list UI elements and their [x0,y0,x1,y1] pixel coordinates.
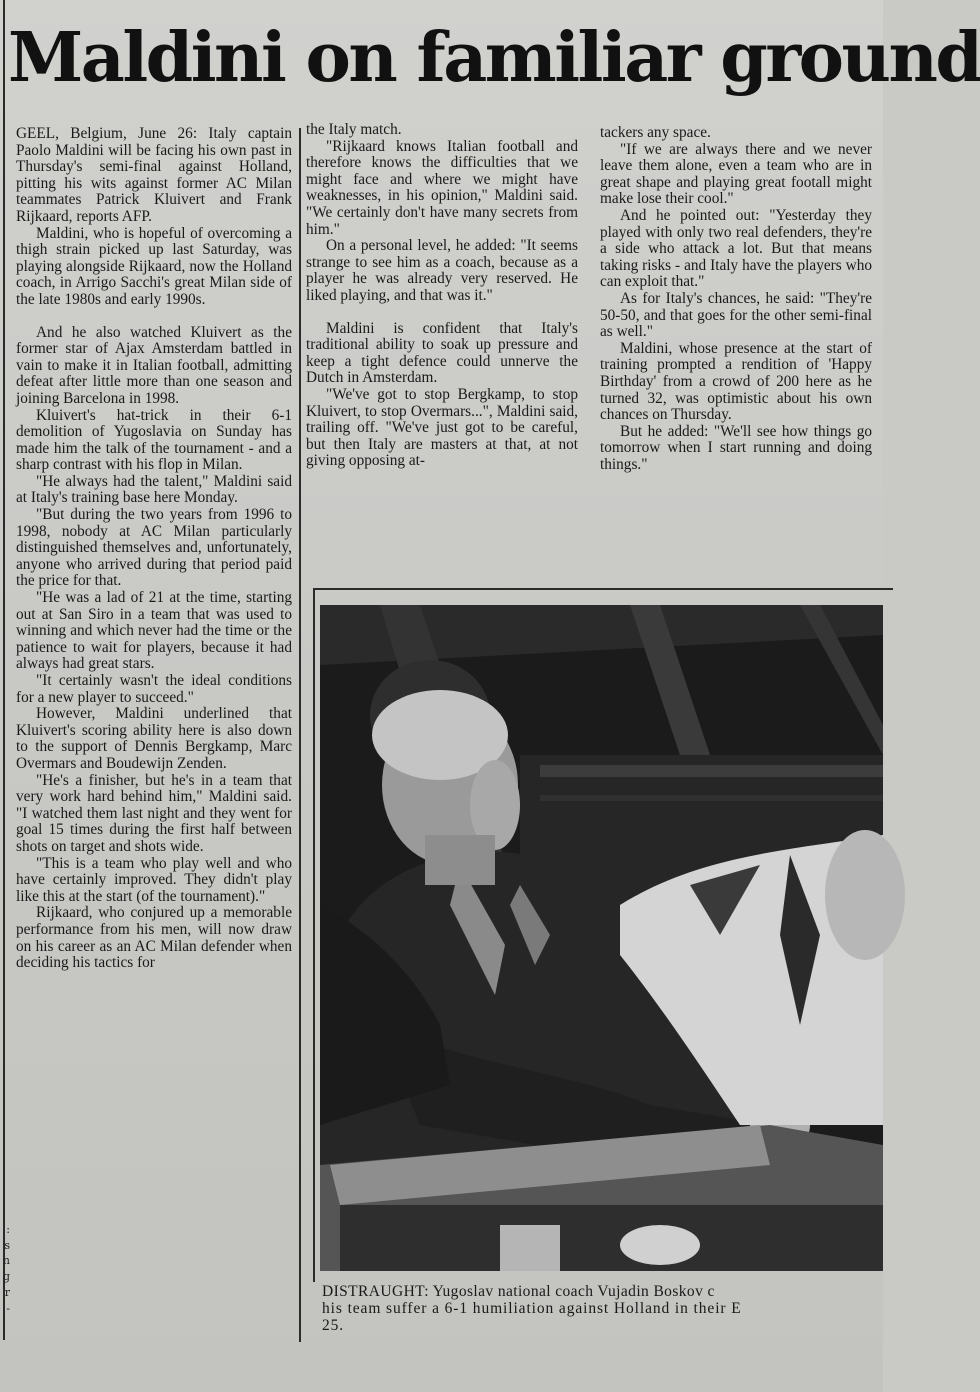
paragraph: "It certainly wasn't the ideal conditions for a new player to succeed." [16,672,292,706]
paragraph: tackers any space. [600,124,711,141]
article-column-1 [16,126,292,972]
paragraph: And he pointed out: "Yesterday they played with only two real defenders, they're a side who attack a lot. But that means taking risks - and Italy have the players who can exploit that." [600,206,872,291]
paragraph: "Rijkaard knows Italian football and therefore knows the difficulties that we might face and where we might have weaknesses, in his opinion," Maldini said. "We certainly don't have many secrets from him." [306,137,578,238]
paragraph: Maldini is confident that Italy's traditional ability to soak up pressure and keep a tight defence could unnerve the Dutch in Amsterdam. [306,319,578,387]
gutter-letter: r [4,1285,10,1299]
paragraph: Maldini, who is hopeful of overcoming a thigh strain picked up last Saturday, was playing alongside Rijkaard, now the Holland coach, in Arrigo Sacchi's great Milan side of the late 1980s and early 1990s. [16,224,292,308]
paragraph: But he added: "We'll see how things go tomorrow when I start running and doing things." [600,422,872,473]
adjacent-column-fragments [0,1222,10,1316]
paragraph: "He was a lad of 21 at the time, starting out at San Siro in a team that was used to winning and which never had the time or the patience to wait for players, because it had always had great stars. [16,589,292,673]
paragraph: the Italy match. [306,121,402,138]
paragraph: "He's a finisher, but he's in a team that very work hard behind him," Maldini said. "I watched them last night and they went for goal 15 times during the first half between shots on target and shots wide. [16,771,292,855]
paragraph: As for Italy's chances, he said: "They're 50-50, and that goes for the other semi-final as well." [600,289,872,341]
article-column-2 [306,122,578,470]
gutter-letter: n [2,1254,10,1268]
paragraph: GEEL, Belgium, June 26: Italy captain Paolo Maldini will be facing his own past in Thursday's semi-final against Holland, pitting his wits against former AC Milan teammates Patrick Kluivert and Frank Rijkaard, reports AFP. [16,125,292,225]
paragraph: On a personal level, he added: "It seems strange to see him as a coach, because as a player he was already very reserved. He liked playing, and that was it." [306,237,578,304]
left-column-rule [3,0,5,1340]
paragraph: "But during the two years from 1996 to 1998, nobody at AC Milan particularly distinguished themselves and, unfortunately, anyone who arrived during that period paid the price for that. [16,506,292,590]
gutter-letter: g [2,1270,10,1284]
caption-line: DISTRAUGHT: Yugoslav national coach Vujadin Boskov c [322,1283,715,1300]
gutter-letter: : [6,1223,10,1236]
paragraph: Rijkaard, who conjured up a memorable performance from his men, will now draw on his career as an AC Milan defender when deciding his tactics for [16,904,292,972]
paragraph: "He always had the talent," Maldini said at Italy's training base here Monday. [16,472,292,507]
paragraph: Kluivert's hat-trick in their 6-1 demolition of Yugoslavia on Sunday has made him the talk of the tournament - and a sharp contrast with his flop in Milan. [16,406,292,474]
column-divider [299,128,301,1342]
photo-caption [322,1283,883,1334]
gutter-letter: s [4,1238,10,1252]
article-headline: Maldini on familiar ground [8,18,980,98]
paragraph: "If we are always there and we never leave them alone, even a team who are in great shape and playing great footall might make lose their cool." [600,140,872,208]
paragraph: However, Maldini underlined that Kluivert's scoring ability here is also down to the support of Dennis Bergkamp, Marc Overmars and Boudewijn Zenden. [16,705,292,772]
news-photo [320,605,883,1271]
paragraph: And he also watched Kluivert as the former star of Ajax Amsterdam battled in vain to make it in Italian football, admitting defeat after little more than one season and joining Barcelona in 1998. [16,323,292,407]
caption-line: 25. [322,1317,345,1334]
paragraph: Maldini, whose presence at the start of training prompted a rendition of 'Happy Birthday' from a crowd of 200 here as he turned 32, was optimistic about his own chances on Thursday. [600,339,872,424]
article-column-3 [600,125,872,473]
gutter-letter: - [6,1301,10,1315]
paragraph: "This is a team who play well and who have certainly improved. They didn't play like this at the start (of the tournament)." [16,854,292,905]
paragraph: "We've got to stop Bergkamp, to stop Kluivert, to stop Overmars...", Maldini said, trailing off. "We've just got to be careful, but then Italy are masters at that, at not giving opposing at- [306,385,578,470]
caption-line: his team suffer a 6-1 humiliation against Holland in their E [322,1300,742,1317]
